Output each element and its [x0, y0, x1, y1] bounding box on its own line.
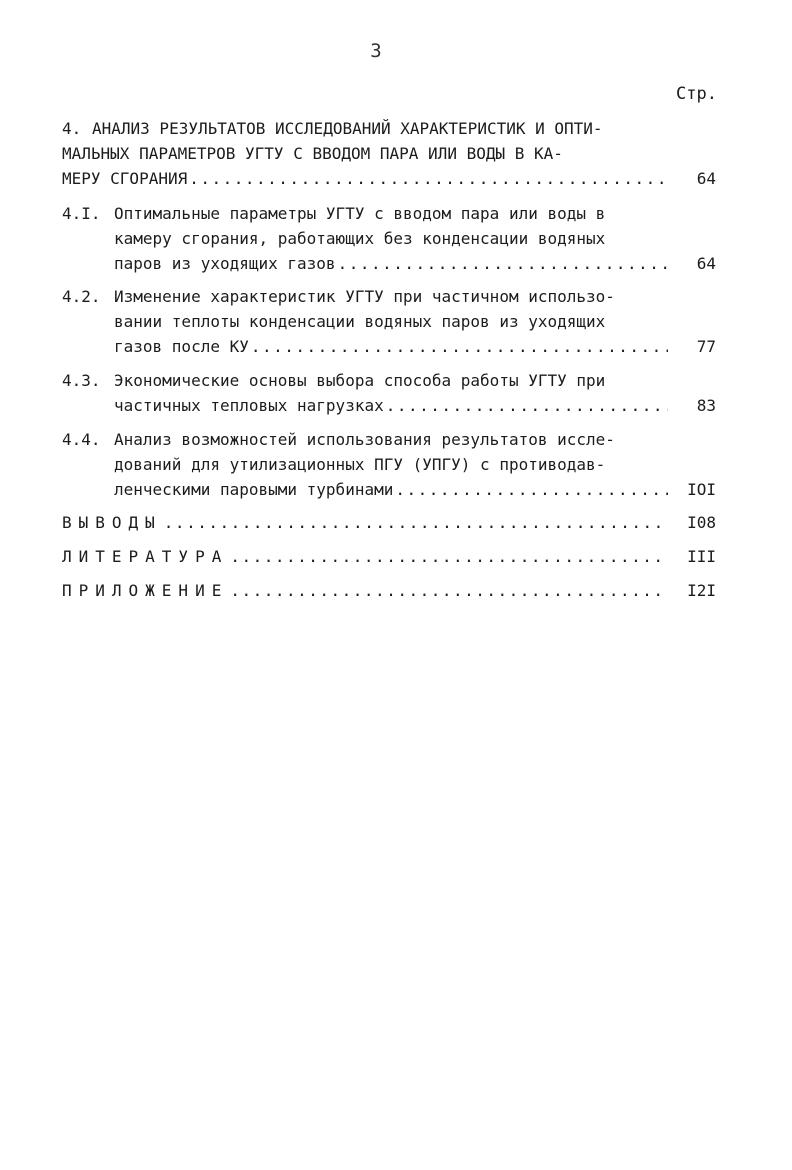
toc-entry-text-line: вании теплоты конденсации водяных паров из уходящих: [114, 312, 606, 331]
toc-entry-number: 4.: [62, 119, 82, 138]
toc-entry-text-line: ВЫВОДЫ: [62, 513, 162, 532]
toc-entry-text-line: ленческими паровыми турбинами: [114, 480, 394, 499]
dot-leader: [189, 166, 668, 191]
dot-leader: [164, 510, 668, 535]
toc-entry-text-line: паров из уходящих газов: [114, 254, 336, 273]
toc-entry-text-line: МЕРУ СГОРАНИЯ: [62, 169, 188, 188]
dot-leader: [386, 393, 668, 418]
toc-entry-4-4: [62, 427, 730, 502]
toc-entry-number: 4.3.: [62, 371, 101, 390]
toc-entry-page: III: [687, 547, 716, 566]
toc-entry-text-line: дований для утилизационных ПГУ (УПГУ) с противодав-: [114, 455, 606, 474]
toc-entry-number: 4.4.: [62, 430, 101, 449]
toc-entry-number: 4.I.: [62, 204, 101, 223]
dot-leader: [230, 578, 668, 603]
toc-entry-text-line: газов после КУ: [114, 337, 249, 356]
toc-entry-conclusions: [62, 510, 730, 535]
toc-entry-4-2: [62, 284, 730, 359]
toc-entry-appendix: [62, 578, 730, 603]
page-number: 3: [370, 40, 382, 62]
toc-entry-text-line: ПРИЛОЖЕНИЕ: [62, 581, 229, 600]
toc-entry-text-line: Экономические основы выбора способа работы УГТУ при: [114, 371, 606, 390]
toc-entry-4-3: [62, 368, 730, 418]
toc-entry-4-1: [62, 201, 730, 276]
toc-entry-number: 4.2.: [62, 287, 101, 306]
toc-entry-text-line: частичных тепловых нагрузках: [114, 396, 384, 415]
toc-entry-page: I2I: [687, 581, 716, 600]
toc-entry-literature: [62, 544, 730, 569]
toc-entry-page: IOI: [687, 480, 716, 499]
toc-entry-text-line: Анализ возможностей использования результатов иссле-: [114, 430, 615, 449]
toc-entry-text-line: ЛИТЕРАТУРА: [62, 547, 229, 566]
toc-entry-4: [62, 116, 730, 191]
toc-entry-page: I08: [687, 513, 716, 532]
toc-entry-text-line: АНАЛИЗ РЕЗУЛЬТАТОВ ИССЛЕДОВАНИЙ ХАРАКТЕРИСТИК И ОПТИ-: [92, 119, 603, 138]
toc-entry-page: 64: [696, 169, 716, 188]
page-column-header: Стр.: [676, 84, 717, 104]
toc-entry-page: 77: [696, 337, 716, 356]
toc-entry-text-line: Оптимальные параметры УГТУ с вводом пара или воды в: [114, 204, 606, 223]
dot-leader: [230, 544, 668, 569]
toc-entry-text-line: МАЛЬНЫХ ПАРАМЕТРОВ УГТУ С ВВОДОМ ПАРА ИЛИ ВОДЫ В КА-: [62, 144, 563, 163]
dot-leader: [395, 477, 668, 502]
dot-leader: [338, 251, 668, 276]
dot-leader: [251, 334, 668, 359]
toc-entry-page: 64: [696, 254, 716, 273]
toc-entry-page: 83: [696, 396, 716, 415]
toc-entry-text-line: Изменение характеристик УГТУ при частичном использо-: [114, 287, 615, 306]
toc-entry-text-line: камеру сгорания, работающих без конденсации водяных: [114, 229, 606, 248]
